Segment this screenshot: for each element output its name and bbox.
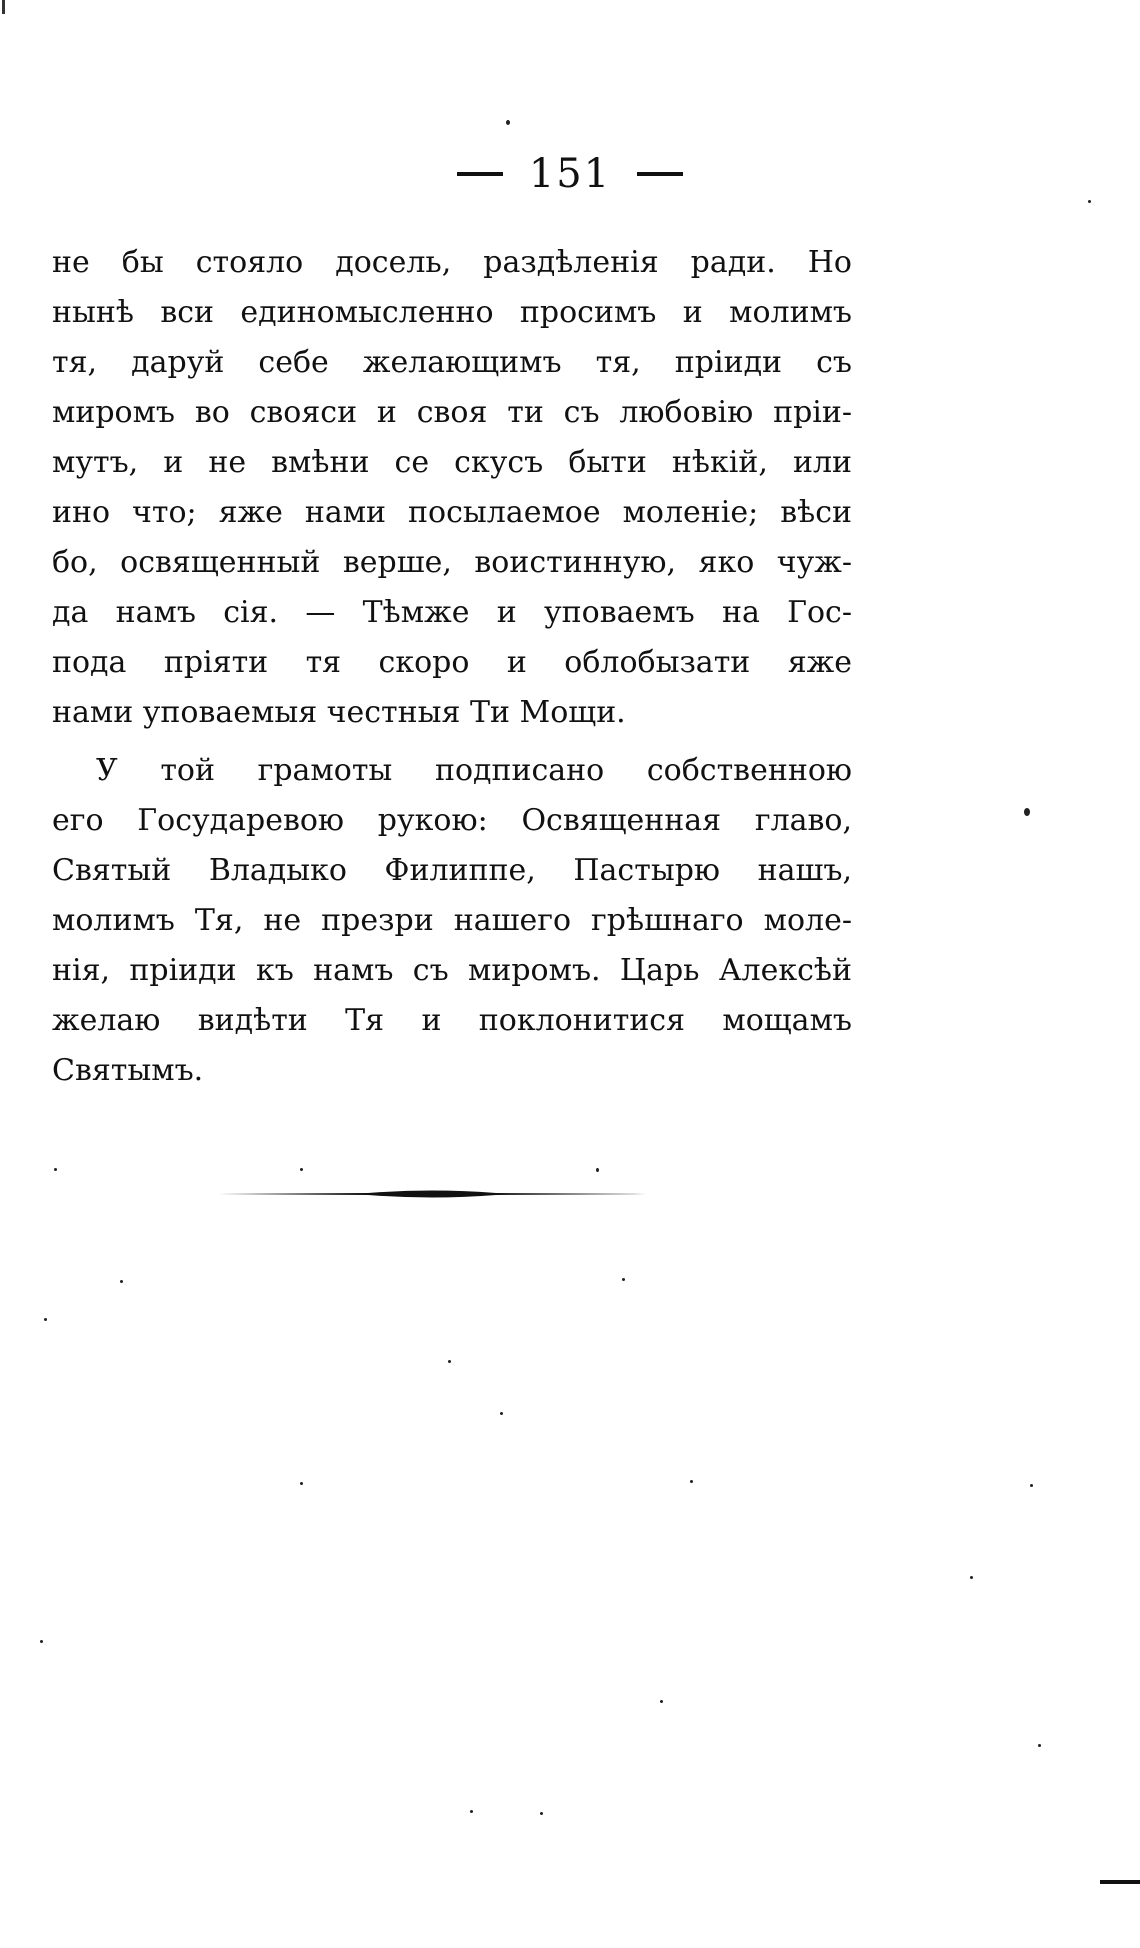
print-speck: [54, 1168, 57, 1171]
print-speck: [506, 120, 510, 125]
print-speck: [690, 1480, 693, 1483]
print-speck: [1024, 808, 1030, 816]
text-line: Святымъ.: [52, 1053, 204, 1088]
text-line: не бы стояло досель, раздѣленія ради. Но: [52, 245, 852, 280]
text-line: мутъ, и не вмѣни се скусъ быти нѣкій, или: [52, 445, 852, 480]
page-edge-mark: [2, 0, 5, 14]
text-line: миромъ во свояси и своя ти съ любовію пріи-: [52, 395, 852, 430]
print-speck: [596, 1168, 599, 1172]
header-dash-left: [457, 172, 503, 176]
print-speck: [1088, 200, 1091, 203]
page-number: 151: [528, 151, 612, 197]
page-edge-mark: [1100, 1880, 1140, 1884]
print-speck: [40, 1640, 43, 1643]
text-line: нами уповаемыя честныя Ти Мощи.: [52, 695, 626, 730]
text-line: ино что; яже нами посылаемое моленіе; вѣси: [52, 495, 852, 530]
body-text: [52, 238, 852, 1096]
text-line: бо, освященный верше, воистинную, яко чуж-: [52, 545, 852, 580]
text-line: да намъ сія. — Тѣмже и уповаемъ на Гос-: [52, 595, 852, 630]
text-line: тя, даруй себе желающимъ тя, пріиди съ: [52, 345, 852, 380]
print-speck: [1030, 1484, 1033, 1487]
paragraph-1: [52, 238, 852, 738]
text-line: молимъ Тя, не презри нашего грѣшнаго моле-: [52, 903, 852, 938]
print-speck: [300, 1482, 303, 1485]
print-speck: [300, 1168, 303, 1171]
print-speck: [622, 1278, 625, 1281]
paragraph-2: [52, 746, 852, 1096]
page-header: [0, 148, 1140, 197]
header-dash-right: [637, 172, 683, 176]
text-line: нія, пріиди къ намъ съ миромъ. Царь Алексѣй: [52, 953, 852, 988]
print-speck: [500, 1412, 503, 1415]
print-speck: [1038, 1744, 1041, 1747]
print-speck: [470, 1810, 473, 1813]
text-line: желаю видѣти Тя и поклонитися мощамъ: [52, 1003, 852, 1038]
print-speck: [660, 1700, 663, 1703]
end-ornament-rule: [218, 1188, 646, 1200]
text-line: У той грамоты подписано собственною: [96, 753, 852, 788]
text-line: пода пріяти тя скоро и облобызати яже: [52, 645, 852, 680]
print-speck: [970, 1576, 973, 1579]
print-speck: [120, 1280, 123, 1283]
text-line: Святый Владыко Филиппе, Пастырю нашъ,: [52, 853, 852, 888]
print-speck: [448, 1360, 451, 1363]
text-line: нынѣ вси единомысленно просимъ и молимъ: [52, 295, 852, 330]
print-speck: [540, 1812, 543, 1815]
print-speck: [44, 1318, 47, 1321]
text-line: его Государевою рукою: Освященная главо,: [52, 803, 852, 838]
